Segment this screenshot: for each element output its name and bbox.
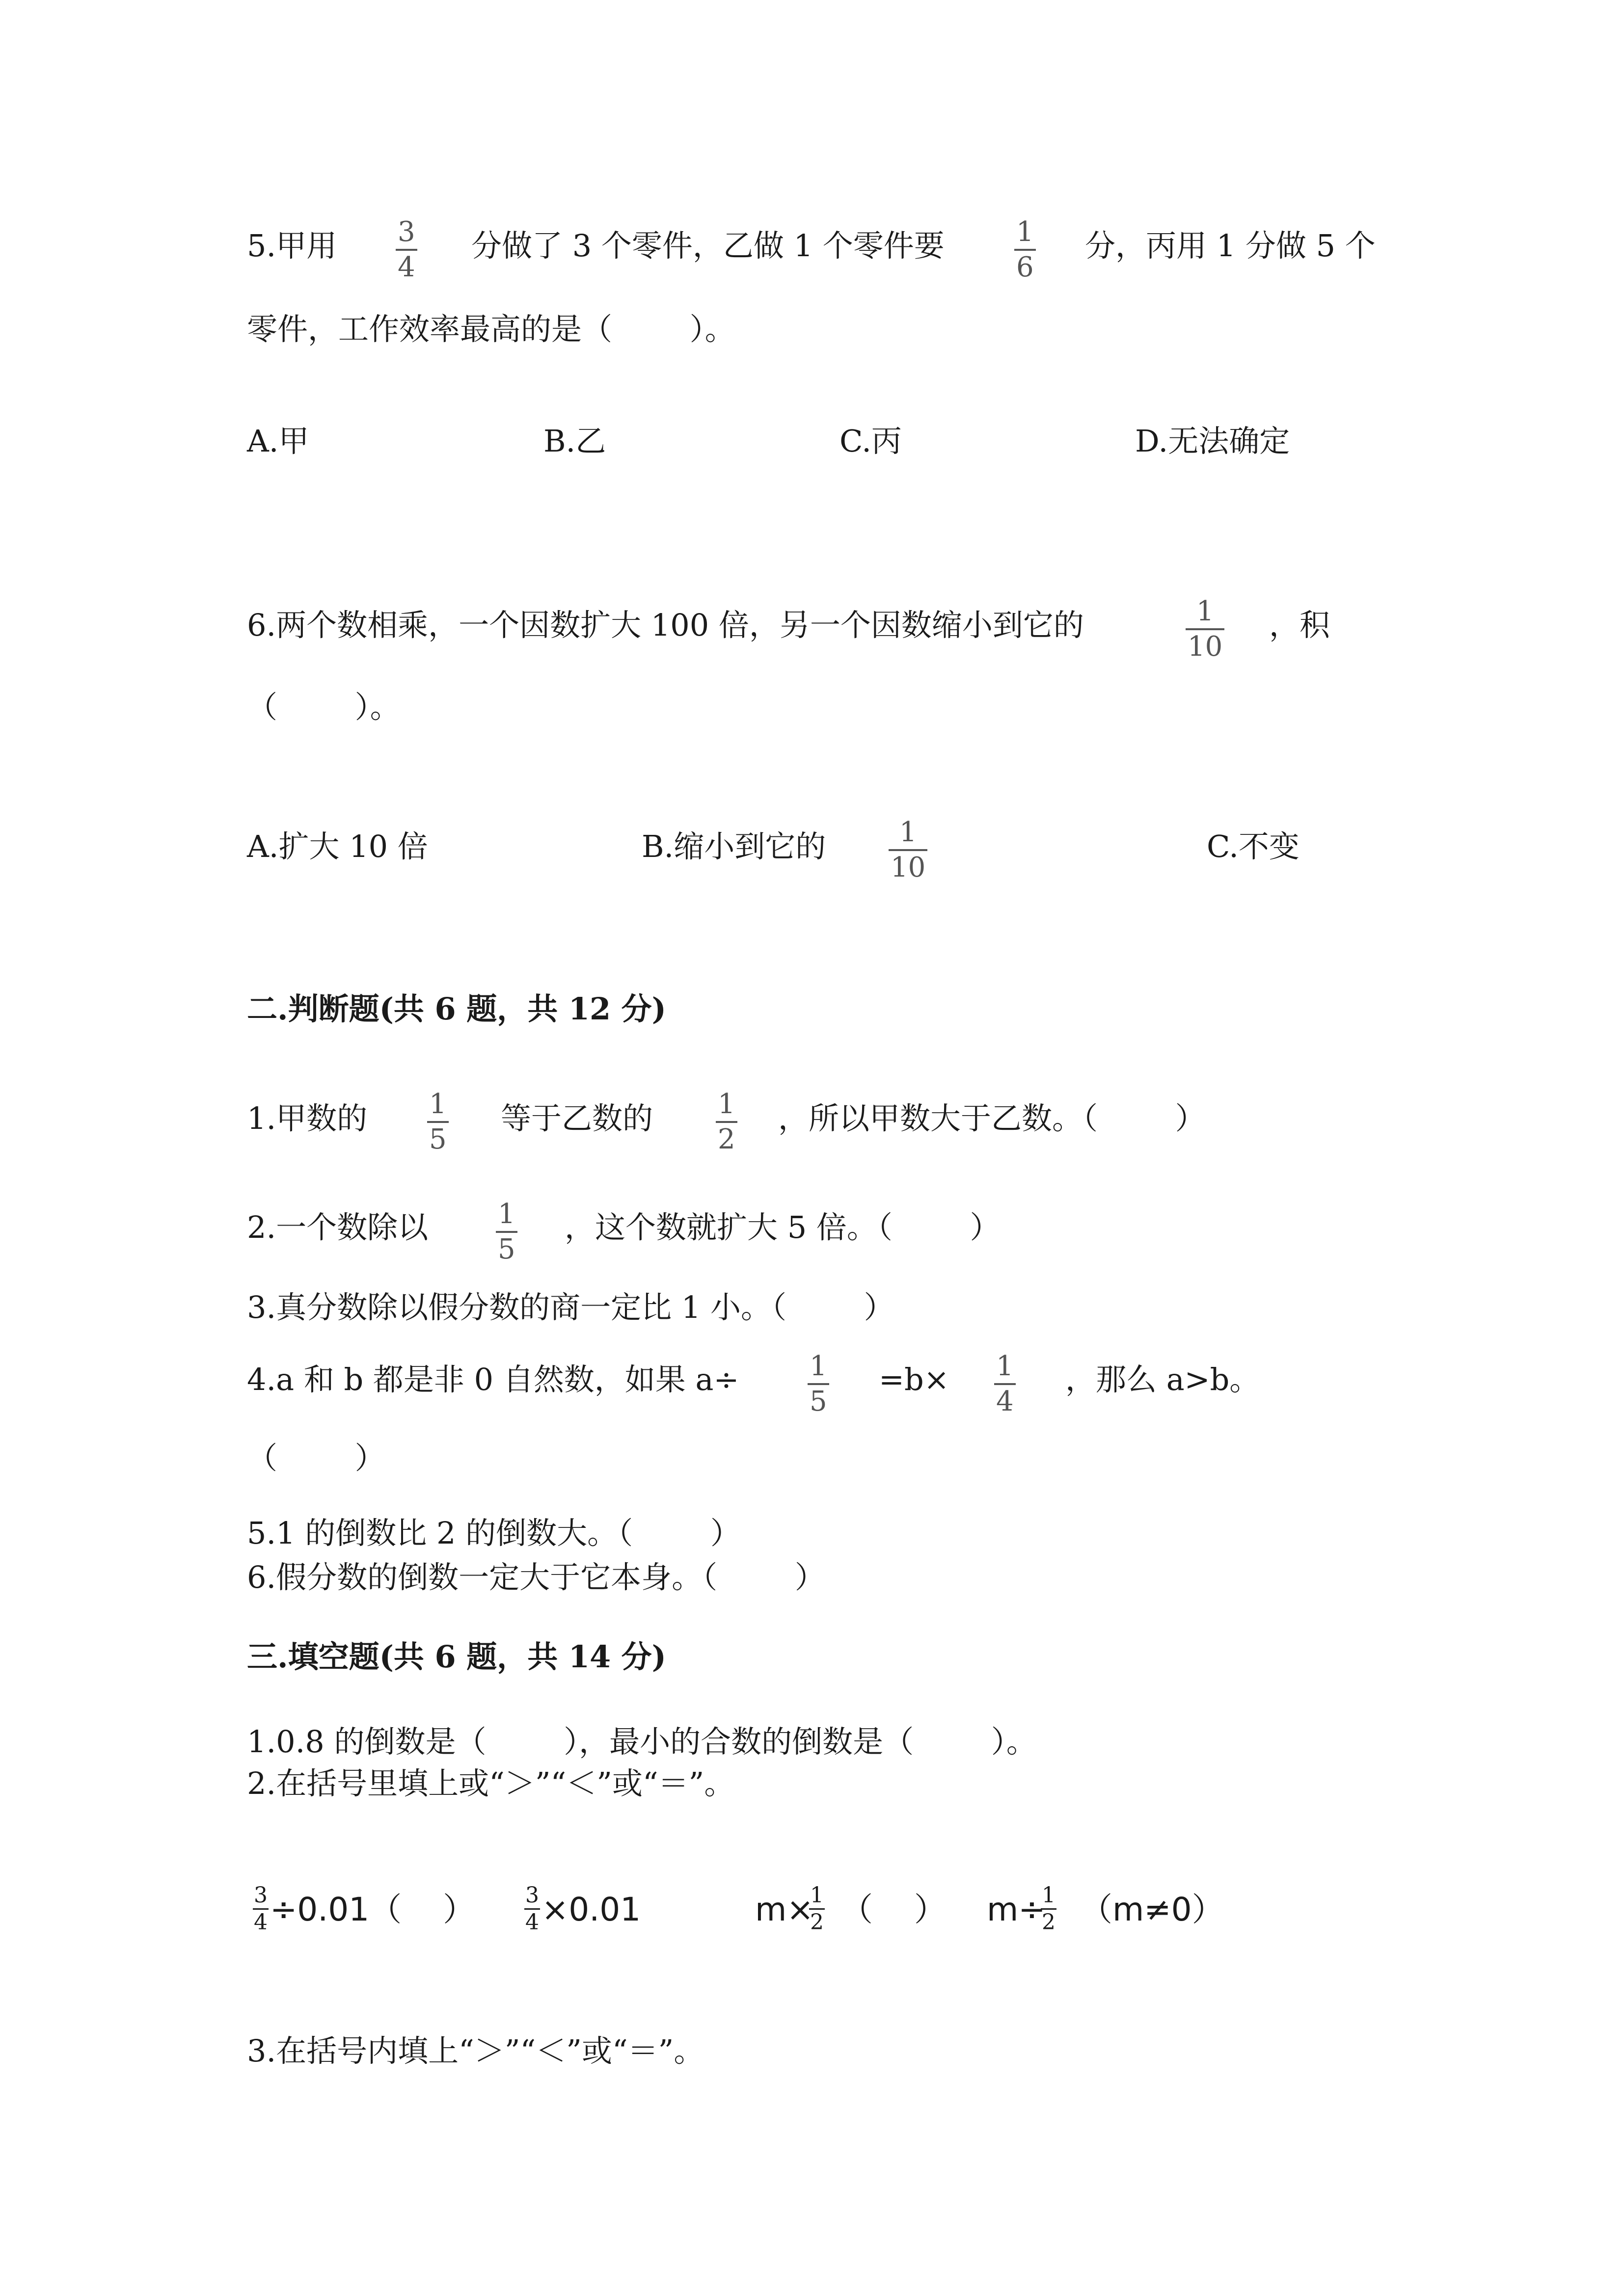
q5-text-a: 5.甲用 xyxy=(247,228,337,264)
fraction-numerator: 1 xyxy=(429,1088,447,1120)
fraction-denominator: 6 xyxy=(1016,251,1034,283)
section2-heading: 二.判断题(共 6 题，共 12 分) xyxy=(247,991,667,1027)
fraction-numerator: 3 xyxy=(525,1883,539,1908)
q5-text-c: 分，丙用 1 分做 5 个 xyxy=(1085,228,1376,264)
fraction-denominator: 4 xyxy=(254,1910,268,1935)
fraction-denominator: 10 xyxy=(1188,631,1223,663)
fill3-text: 3.在括号内填上“＞”“＜”或“＝”。 xyxy=(247,2033,704,2069)
fraction-denominator: 5 xyxy=(810,1386,827,1417)
fraction-numerator: 1 xyxy=(1196,595,1214,627)
fill2-expr1-fraction xyxy=(253,1885,269,1933)
judge2-fraction-1-5 xyxy=(496,1198,517,1265)
judge6-text: 6.假分数的倒数一定大于它本身。（ ） xyxy=(247,1559,825,1595)
judge4-text-b: =b× xyxy=(879,1362,949,1397)
judge2-text-a: 2.一个数除以 xyxy=(247,1209,429,1245)
q5-text-b: 分做了 3 个零件，乙做 1 个零件要 xyxy=(471,228,945,264)
fill2-expr3-fraction xyxy=(809,1885,825,1933)
judge4-fraction-1-5 xyxy=(808,1350,829,1417)
judge1-fraction-1-5 xyxy=(427,1088,449,1155)
fraction-denominator: 2 xyxy=(1042,1910,1056,1935)
section3-heading: 三.填空题(共 6 题，共 14 分) xyxy=(247,1639,667,1675)
fraction-numerator: 1 xyxy=(899,816,917,848)
fraction-denominator: 4 xyxy=(525,1910,539,1935)
fraction-denominator: 2 xyxy=(718,1123,735,1155)
q6-fraction-1-10 xyxy=(1186,595,1224,663)
fraction-numerator: 1 xyxy=(996,1350,1014,1382)
fill1-text: 1.0.8 的倒数是（ ），最小的合数的倒数是（ ）。 xyxy=(247,1724,1037,1760)
fraction-numerator: 3 xyxy=(398,216,415,248)
fraction-denominator: 10 xyxy=(891,852,926,883)
judge1-fraction-1-2 xyxy=(716,1088,737,1155)
q5-option-c: C.丙 xyxy=(839,423,902,459)
fraction-denominator: 2 xyxy=(810,1910,824,1935)
fill2-expr3-text: m× xyxy=(755,1891,814,1928)
q5-text-line2: 零件，工作效率最高的是（ ）。 xyxy=(247,311,735,347)
judge5-text: 5.1 的倒数比 2 的倒数大。（ ） xyxy=(247,1515,741,1551)
q6-text-b: ，积 xyxy=(1269,607,1330,643)
q5-option-a: A.甲 xyxy=(247,423,309,459)
q6-text-a: 6.两个数相乘，一个因数扩大 100 倍，另一个因数缩小到它的 xyxy=(247,607,1084,643)
judge4-fraction-1-4 xyxy=(994,1350,1016,1417)
fill2-text: 2.在括号里填上或“＞”“＜”或“＝”。 xyxy=(247,1765,735,1801)
judge1-text-b: 等于乙数的 xyxy=(501,1100,653,1136)
fill2-expr3-paren: （ ） xyxy=(840,1891,947,1928)
fraction-numerator: 1 xyxy=(498,1198,515,1230)
fraction-denominator: 5 xyxy=(429,1123,447,1155)
q5-option-b: B.乙 xyxy=(543,423,606,459)
fill2-expr2-text: ×0.01 xyxy=(541,1891,641,1928)
judge4-paren: （ ） xyxy=(247,1440,385,1476)
fraction-denominator: 4 xyxy=(398,251,415,283)
judge2-text-b: ，这个数就扩大 5 倍。（ ） xyxy=(565,1209,1001,1245)
fraction-numerator: 1 xyxy=(810,1350,827,1382)
fraction-numerator: 1 xyxy=(810,1883,824,1908)
q6-option-c: C.不变 xyxy=(1207,828,1299,864)
fraction-numerator: 1 xyxy=(718,1088,735,1120)
q6-text-line2: （ ）。 xyxy=(247,689,401,725)
judge1-text-a: 1.甲数的 xyxy=(247,1100,368,1136)
q6-option-b-fraction xyxy=(889,816,927,883)
q5-fraction-1-6 xyxy=(1014,218,1036,281)
fill2-expr2-fraction xyxy=(524,1885,540,1933)
fraction-denominator: 5 xyxy=(498,1233,515,1265)
judge4-text-a: 4.a 和 b 都是非 0 自然数，如果 a÷ xyxy=(247,1362,739,1397)
judge3-text: 3.真分数除以假分数的商一定比 1 小。（ ） xyxy=(247,1289,894,1325)
fill2-expr4-note: （m≠0） xyxy=(1080,1891,1224,1928)
judge4-text-c: ，那么 a>b。 xyxy=(1065,1362,1260,1397)
fill2-expr4-text: m÷ xyxy=(987,1891,1046,1928)
fraction-numerator: 3 xyxy=(254,1883,268,1908)
fill2-expr4-fraction xyxy=(1041,1885,1056,1933)
q6-option-b: B.缩小到它的 xyxy=(642,828,826,864)
fraction-numerator: 1 xyxy=(1016,216,1034,248)
fraction-numerator: 1 xyxy=(1042,1883,1056,1908)
q5-option-d: D.无法确定 xyxy=(1135,423,1290,459)
judge1-text-c: ，所以甲数大于乙数。（ ） xyxy=(778,1100,1206,1136)
fraction-denominator: 4 xyxy=(996,1386,1014,1417)
q6-option-a: A.扩大 10 倍 xyxy=(247,828,428,864)
fill2-expr1-text: ÷0.01（ ） xyxy=(270,1891,476,1928)
q5-fraction-3-4 xyxy=(396,218,417,281)
